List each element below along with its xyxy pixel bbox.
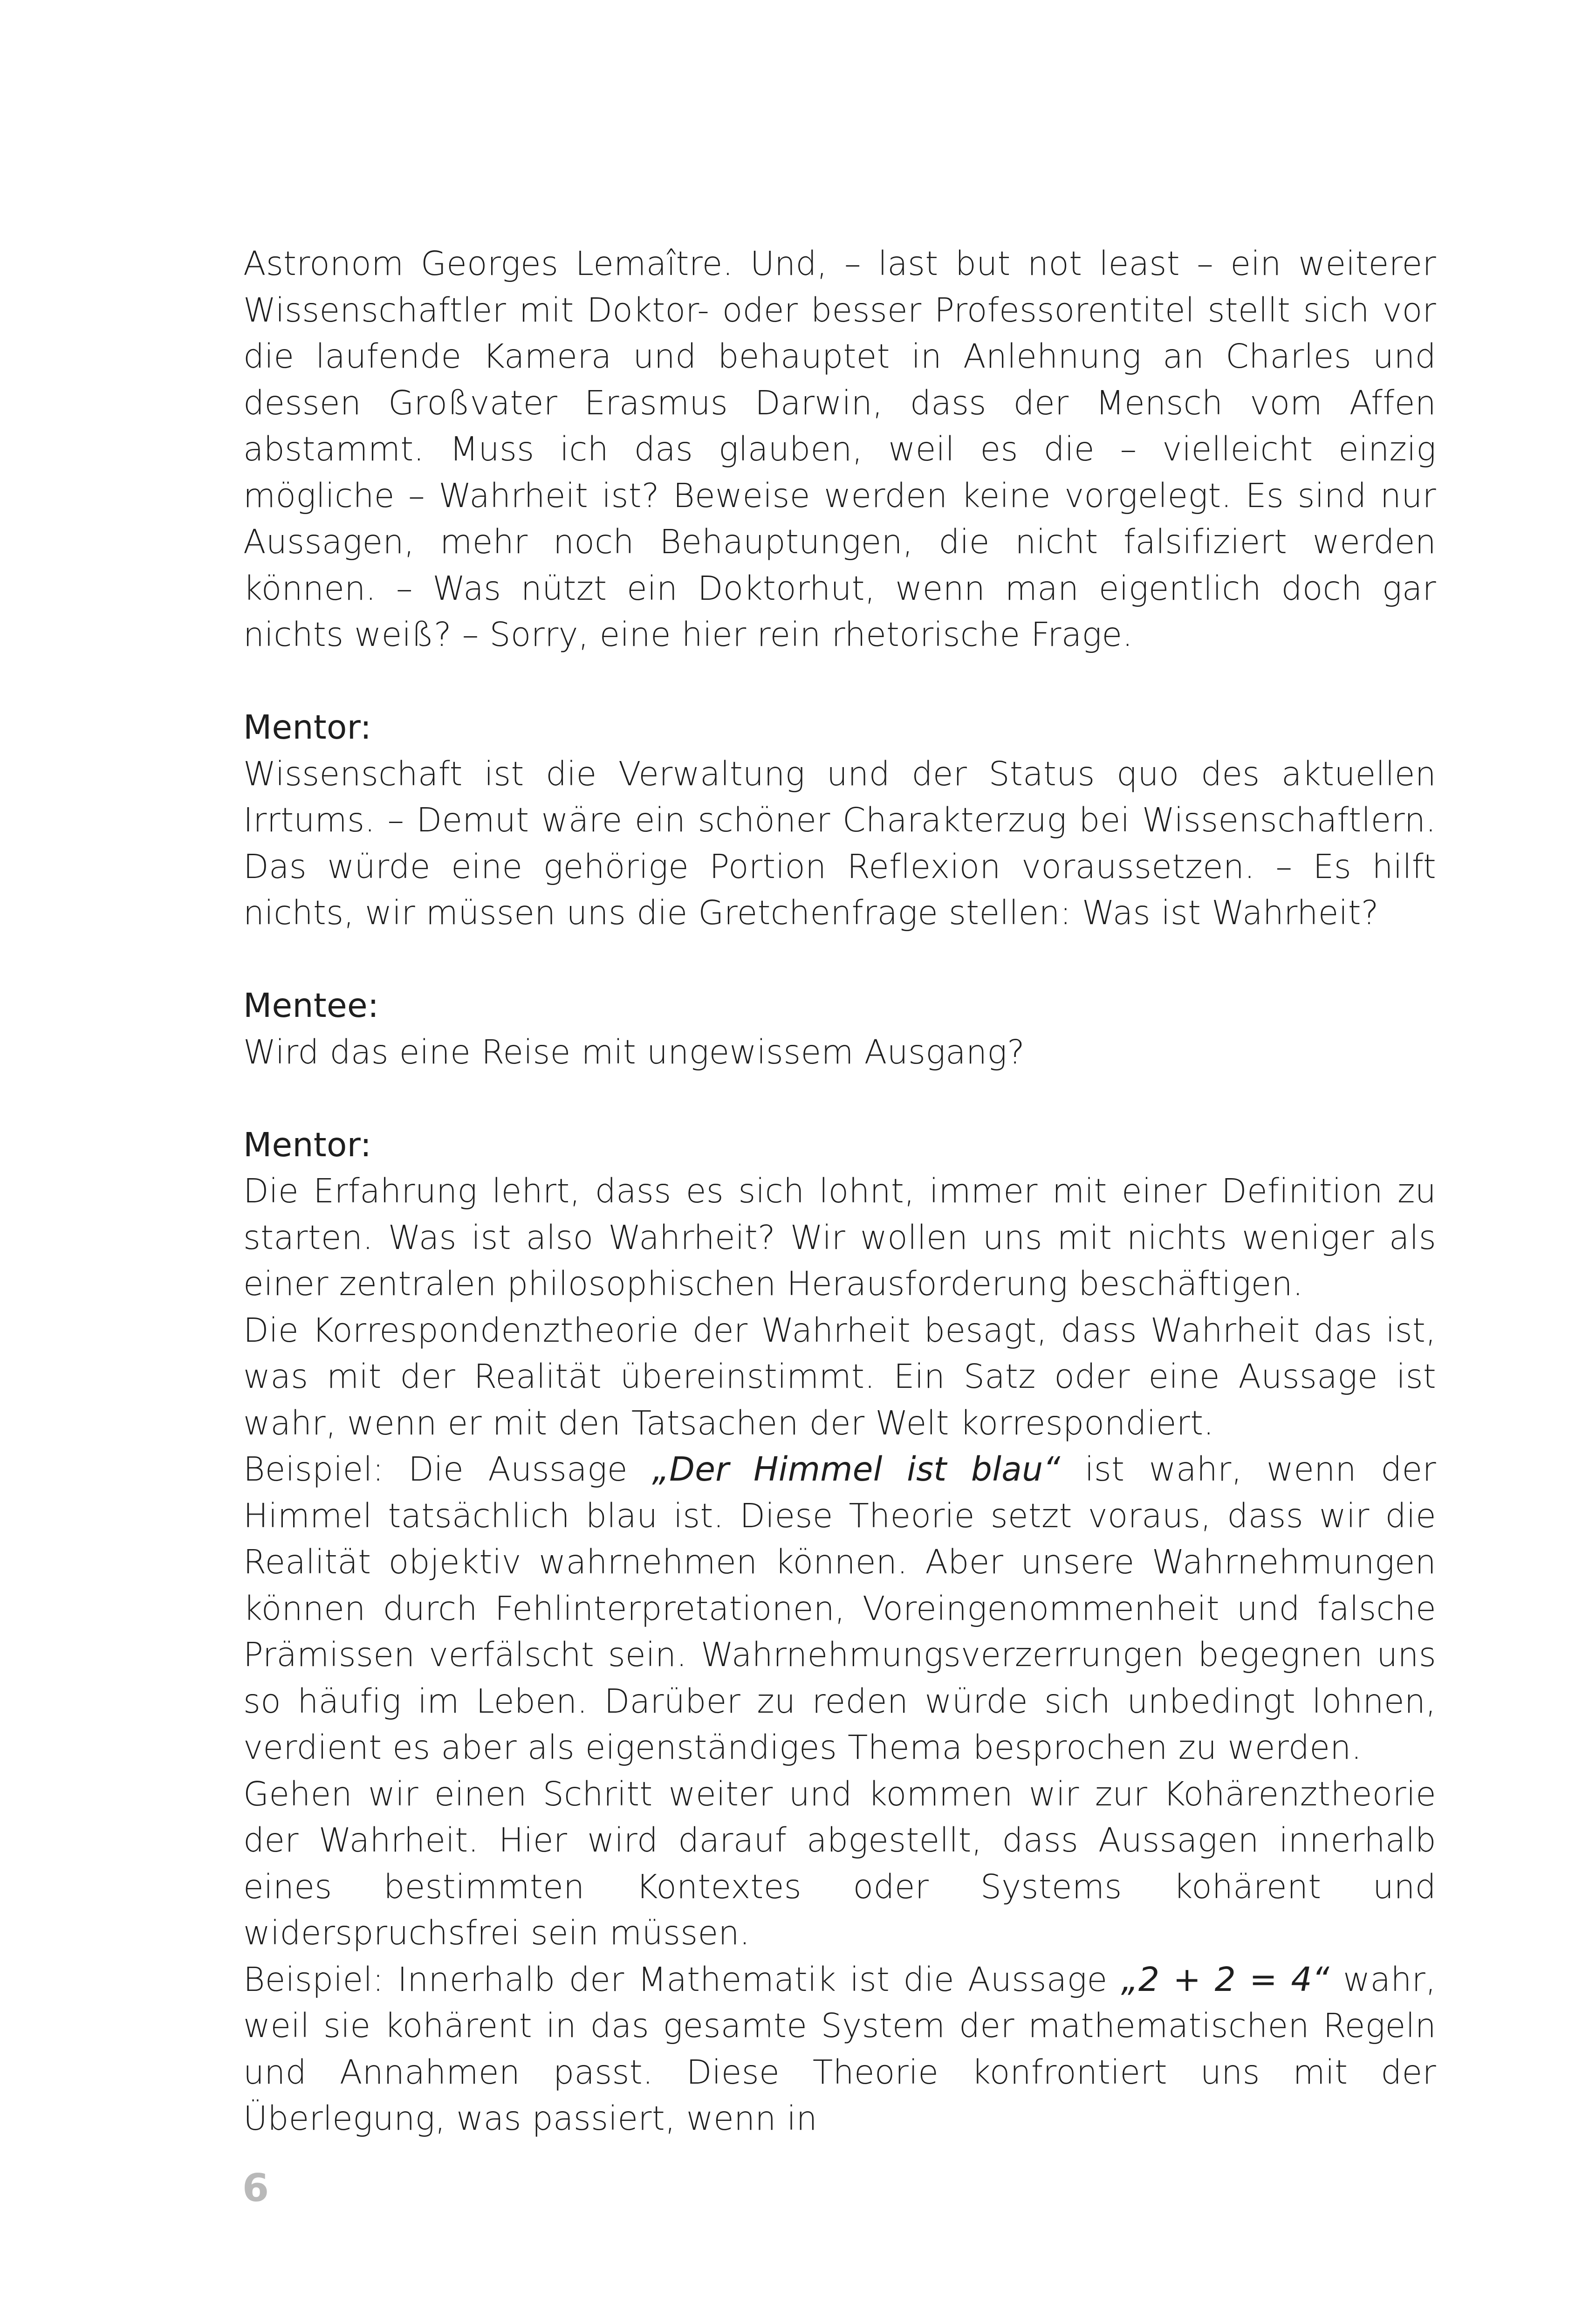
paragraph-mentee-question: Wird das eine Reise mit ungewissem Ausgang? (243, 1032, 1025, 1071)
page-body (243, 240, 1436, 2142)
paragraph-example-math (243, 1956, 1436, 2142)
example-sky-rest: ist wahr, wenn der Himmel tatsächlich blau ist. Diese Theorie setzt voraus, dass wir die Realität objektiv wahrnehmen können. Aber unsere Wahrnehmungen können durch Fehlinterpretationen, Voreingenommenheit und falsche Prämissen verfälscht sein. Wahrnehmungsverzerrungen begegnen uns so häufig im Leben. Darüber zu reden würde sich unbedingt lohnen, verdient es aber als eigenständiges Thema besprochen zu werden. (243, 1450, 1436, 1767)
paragraph-intro: Astronom Georges Lemaître. Und, – last but not least – ein weiterer Wissenschaftler mit Doktor- oder besser Professorentitel stellt sich vor die laufende Kamera und behauptet in Anlehnung an Charles und dessen Großvater Erasmus Darwin, dass der Mensch vom Affen abstammt. Muss ich das glauben, weil es die – vielleicht einzig mögliche – Wahrheit ist? Beweise werden keine vorgelegt. Es sind nur Aussagen, mehr noch Behauptungen, die nicht falsifiziert werden können. – Was nützt ein Doktorhut, wenn man eigentlich doch gar nichts weiß? – Sorry, eine hier rein rhetorische Frage. (243, 244, 1436, 654)
example-math-rest: wahr, weil sie kohärent in das gesamte System der mathematischen Regeln und Annahmen passt. Diese Theorie konfrontiert uns mit der Überlegung, was passiert, wenn in (243, 1960, 1436, 2138)
paragraph-definition: Die Erfahrung lehrt, dass es sich lohnt, immer mit einer Definition zu starten. Was ist also Wahrheit? Wir wollen uns mit nichts weniger als einer zentralen philosophischen Herausforderung beschäftigen. (243, 1172, 1436, 1303)
example-math-lead: Beispiel: Innerhalb der Mathematik ist die Aussage (243, 1960, 1121, 1999)
paragraph-mentor-science: Wissenschaft ist die Verwaltung und der Status quo des aktuellen Irrtums. – Demut wäre ein schöner Charakterzug bei Wissenschaftlern. Das würde eine gehörige Portion Reflexion voraussetzen. – Es hilft nichts, wir müssen uns die Gretchenfrage stellen: Was ist Wahrheit? (243, 754, 1436, 932)
paragraph-correspondence-theory: Die Korrespondenztheorie der Wahrheit besagt, dass Wahrheit das ist, was mit der Realität übereinstimmt. Ein Satz oder eine Aussage ist wahr, wenn er mit den Tatsachen der Welt korrespondiert. (243, 1310, 1436, 1442)
paragraph-gap (243, 1075, 1436, 1122)
paragraph-gap (243, 658, 1436, 705)
paragraph-example-sky (243, 1446, 1436, 1771)
example-sky-lead: Beispiel: Die Aussage (243, 1450, 652, 1489)
speaker-label-mentor: Mentor: (243, 1125, 372, 1164)
paragraph-gap (243, 936, 1436, 983)
example-math-quote: „2 + 2 = 4“ (1121, 1960, 1329, 1999)
speaker-label-mentor: Mentor: (243, 708, 372, 747)
example-sky-quote: „Der Himmel ist blau“ (652, 1450, 1061, 1489)
speaker-label-mentee: Mentee: (243, 986, 379, 1025)
page-number: 6 (242, 2166, 269, 2210)
paragraph-coherence-theory: Gehen wir einen Schritt weiter und kommen wir zur Kohärenztheorie der Wahrheit. Hier wird darauf abgestellt, dass Aussagen innerhalb eines bestimmten Kontextes oder Systems kohärent und widerspruchsfrei sein müssen. (243, 1774, 1436, 1952)
